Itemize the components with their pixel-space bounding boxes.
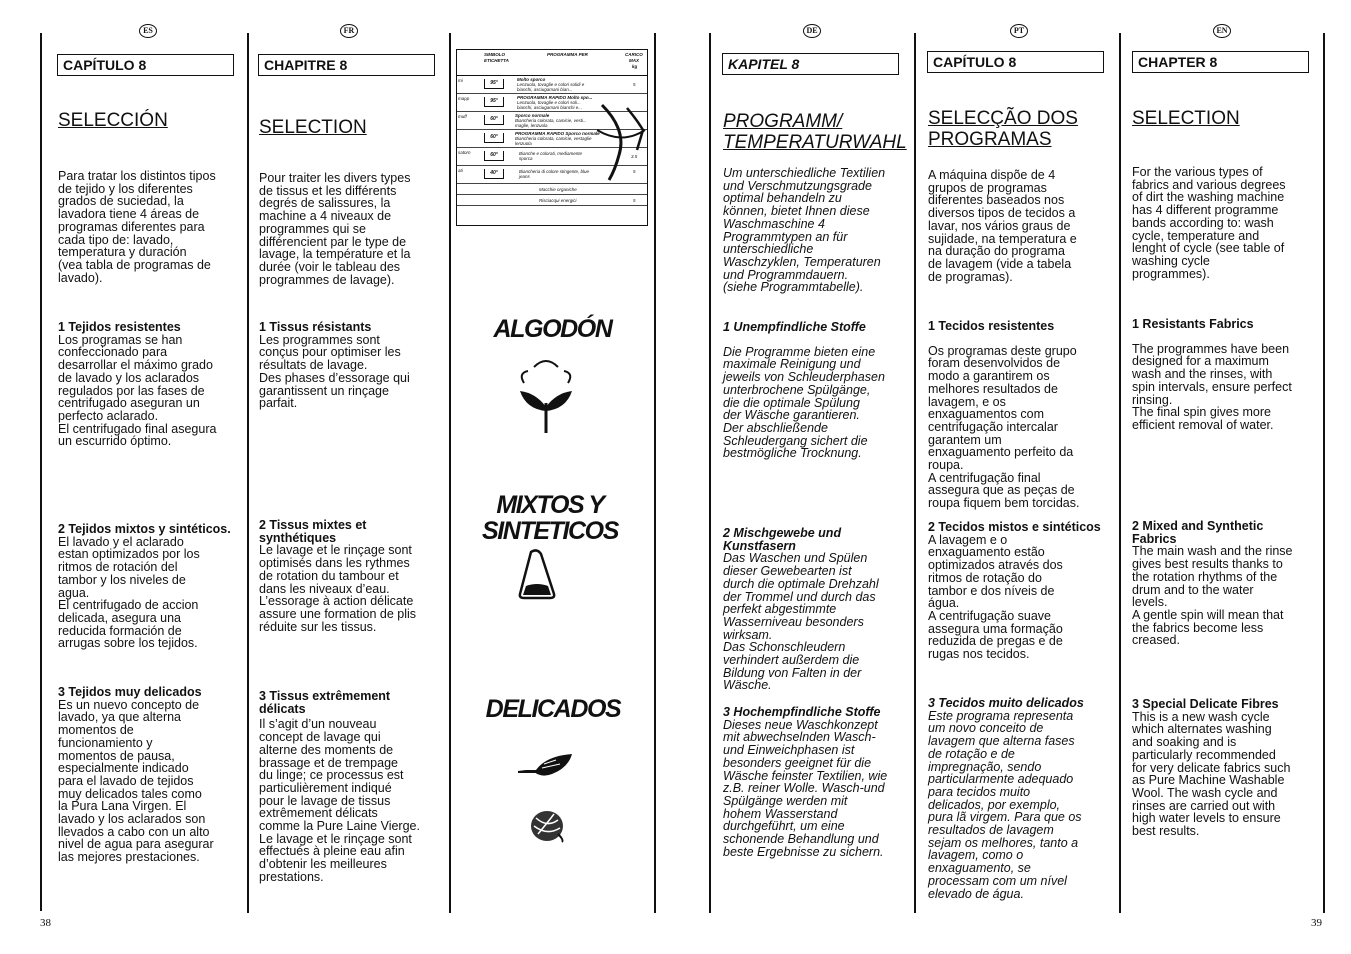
table-header-cell: SIMBOLO [484, 52, 505, 57]
column-rule [247, 33, 249, 913]
section-2-fr: 2 Tissus mixtes et synthétiques Le lavage et le rinçage sont optimisés dans les rythmes de rotation du tambour et dans les niveaux d’eau. L’essorage à action délicate assure une formation de plis réduite sur les tissus. [259, 518, 417, 634]
table-row [457, 76, 647, 94]
feather-icon [516, 752, 576, 782]
page-number-left: 38 [40, 917, 51, 929]
intro-pt: A máquina dispõe de 4 grupos de programas diferentes baseados nos diversos tipos de tecidos a lavar, nos vários graus de sujidade, na temperatura e na duração do programa de lavagem (vide a tabela de programas). [928, 168, 1077, 284]
table-header-cell: kg [632, 64, 638, 69]
section-2-pt: 2 Tecidos mistos e sintéticos A lavagem e o enxaguamento estão optimizados através dos ritmos de rotação do tambor e dos níveis de água. A centrifugação suave assegura uma formação reduzida de pregas e de rugas nos tecidos. [928, 520, 1101, 662]
chapter-box-fr: CHAPITRE 8 [258, 54, 435, 76]
section-3-fr: 3 Tissus extrêmement délicats Il s’agit d’un nouveau concept de lavage qui alterne des moments de brassage et de trempage du linge; ce processus est particulièrement indiqué pour le lavage de tissus extrêmement délicats comme la Pure Laine Vierge. Le lavage et le rinçage sont effectués à pleine eau afin d’obtenir les meilleures prestations. [259, 689, 420, 884]
triangle-marker-icon [597, 100, 648, 190]
section-title-de: PROGRAMM/ TEMPERATURWAHL [723, 111, 907, 153]
table-cell: mi [458, 78, 463, 83]
programme-table [456, 49, 648, 226]
table-cell: PROGRAMMA RAPIDO Molto spo... Lenzuola, tovaglie e colori soli... bianchi, asciugamani bianchi e... [517, 95, 593, 110]
table-cell: ati [458, 168, 463, 173]
section-1-de: 1 Unempfindliche Stoffe Die Programme bieten eine maximale Reinigung und jeweils von Schleuderphasen unterbrochene Spülgänge, die die optimale Spülung der Wäsche garantieren. Der abschließende Schleudergang sichert die bestmögliche Trocknung. [723, 320, 885, 461]
wool-ball-icon [528, 808, 566, 844]
table-cell: Biancheria di colore stingente, blue jeans [519, 169, 590, 179]
column-rule [654, 33, 656, 913]
table-cell: satorn [458, 150, 471, 155]
table-header-cell: ETICHETTA [484, 58, 509, 63]
intro-en: For the various types of fabrics and various degrees of dirt the washing machine has 4 different programme bands according to: wash cycle, temperature and lenght of cycle (see table of washing cycle programmes). [1132, 165, 1286, 281]
wash-temperature-icon: 40° [484, 169, 504, 179]
table-header-cell: CARICO [625, 52, 643, 57]
table-row [457, 195, 647, 206]
section-2-en: 2 Mixed and Synthetic Fabrics The main wash and the rinse gives best results thanks to the rotation rhythms of the drum and to the water levels. A gentle spin will mean that the fabrics become less creased. [1132, 519, 1293, 648]
column-rule [709, 33, 711, 913]
table-cell: 3.5 [631, 154, 638, 159]
wash-temperature-icon: 95° [484, 79, 504, 89]
language-badge-fr: FR [340, 24, 358, 38]
section-title-pt: SELECÇÃO DOS PROGRAMAS [928, 108, 1078, 150]
column-rule [1119, 33, 1121, 913]
cotton-flower-icon [512, 355, 580, 435]
chapter-box-en: CHAPTER 8 [1132, 51, 1309, 73]
column-rule [1323, 33, 1325, 913]
language-badge-en: EN [1213, 24, 1231, 38]
table-cell: Bianche e colorati, mediamente sporca [519, 151, 583, 161]
intro-de: Um unterschiedliche Textilien und Verschmutzungsgrade optimal behandeln zu können, bietet Ihnen diese Waschmaschine 4 Programmtypen an für unterschiedliche Waschzyklen, Temperaturen und Programmdauern. (siehe Programmtabelle). [723, 166, 886, 295]
wash-temperature-icon: 95° [484, 97, 504, 107]
section-title-es: SELECCIÓN [58, 110, 168, 131]
category-algodon: ALGODÓN [493, 315, 612, 343]
section-title-fr: SELECTION [259, 117, 367, 138]
chapter-box-es: CAPÍTULO 8 [57, 54, 234, 76]
wash-temperature-icon: 60° [484, 115, 504, 125]
category-delicados: DELICADOS [485, 695, 621, 723]
programme-table-header [457, 50, 647, 76]
table-header-cell: PROGRAMMA PER [547, 52, 588, 57]
chapter-box-de: KAPITEL 8 [722, 53, 899, 75]
table-cell: Sporco normale Biancheria colorata, camicie, vesti... maglie, lenzuola [515, 113, 587, 128]
table-cell: muff [458, 114, 467, 119]
column-rule [449, 33, 451, 913]
table-cell: Risciacqui energici [539, 198, 577, 203]
language-badge-de: DE [803, 24, 821, 38]
table-cell: PROGRAMMA RAPIDO Sporco normale Biancheria colorata, camicie, vestaglie lenzuola [515, 131, 600, 146]
section-2-es: 2 Tejidos mixtos y sintéticos. El lavado y el aclarado estan optimizados por los ritmos de rotación del tambor y los niveles de agua. El centrifugado de accion delicada, asegura una reducida formación de arrugas sobre los tejidos. [58, 522, 231, 651]
section-3-es: 3 Tejidos muy delicados Es un nuevo concepto de lavado, ya que alterna momentos de funcionamiento y momentos de pausa, especialmente indicado para el lavado de tejidos muy delicados tales como la Pura Lana Virgen. El lavado y los aclarados son llevados a cabo con un alto nivel de agua para asegurar las mejores prestaciones. [58, 685, 214, 865]
intro-es: Para tratar los distintos tipos de tejido y los diferentes grados de suciedad, la lavadora tiene 4 áreas de programas diferentes para cada tipo de: lavado, temperatura y duración (vea tabla de programas de lavado). [58, 169, 216, 285]
wash-temperature-icon: 60° [484, 133, 504, 143]
chapter-box-pt: CAPÍTULO 8 [927, 51, 1104, 73]
column-rule [40, 33, 42, 911]
table-cell: Molto sporco Lenzuola, tovaglie e colori solidi e bianchi, asciugamani bian... [517, 77, 585, 92]
table-cell: 5 [633, 198, 636, 203]
section-3-de: 3 Hochempfindliche Stoffe Dieses neue Waschkonzept mit abwechselnden Wasch- und Einweichphasen ist besonders geeignet für die Wäsche feinster Textilien, wie z.B. reiner Wolle. Wasch-und Spülgänge werden mit hohem Wasserstand durchgeführt, um eine schonende Behandlung und beste Ergebnisse zu sichern. [723, 705, 888, 859]
section-title-en: SELECTION [1132, 108, 1240, 129]
section-1-pt: 1 Tecidos resistentes Os programas deste grupo foram desenvolvidos de modo a garantirem os melhores resultados de lavagem, e os enxaguamentos com centrifugação intercalar garantem um enxaguamento perfeito da roupa. A centrifugação final assegura que as peças de roupa fiquem bem torcidas. [928, 319, 1080, 511]
column-rule [914, 33, 916, 913]
table-header-cell: MAX [629, 58, 639, 63]
section-2-de: 2 Mischgewebe und Kunstfasern Das Waschen und Spülen dieser Gewebearten ist durch die optimale Drehzahl der Trommel und durch das perfekt abgestimmte Wasserniveau besonders wirksam. Das Schonschleudern verhindert außerdem die Bildung von Falten in der Wäsche. [723, 526, 879, 693]
section-3-en: 3 Special Delicate Fibres This is a new wash cycle which alternates washing and soaking and is particularly recommended for very delicate fabrics such as Pure Machine Washable Wool. The wash cycle and rinses are carried out with high water levels to ensure best results. [1132, 697, 1291, 839]
table-cell: mapp [458, 96, 470, 101]
intro-fr: Pour traiter les divers types de tissus et les différents degrés de salissures, la machine a 4 niveaux de programmes qui se différencient par le type de lavage, la température et la durée (voir le tableau des programmes de lavage). [259, 171, 411, 287]
table-cell: Macchie organiche [539, 187, 577, 192]
section-1-fr: 1 Tissus résistants Les programmes sont conçus pour optimiser les résultats de lavage. Des phases d’essorage qui garantissent un rinçage parfait. [259, 320, 410, 411]
language-badge-pt: PT [1010, 24, 1028, 38]
section-1-en: 1 Resistants Fabrics The programmes have been designed for a maximum wash and the rinses, with spin intervals, ensure perfect rinsing. The final spin gives more efficient removal of water. [1132, 317, 1292, 432]
page-number-right: 39 [1311, 917, 1322, 929]
language-badge-es: ES [139, 24, 157, 38]
table-cell: 5 [633, 169, 636, 174]
section-1-es: 1 Tejidos resistentes Los programas se han confeccionado para desarrollar el máximo grado de lavado y los aclarados regulados por las fases de centrifugado aseguran un perfecto aclarado. El centrifugado final asegura un escurrido óptimo. [58, 320, 217, 449]
synthetic-triangle-icon [517, 548, 557, 600]
wash-temperature-icon: 60° [484, 151, 504, 161]
category-mixtos: MIXTOS Y SINTETICOS [481, 491, 618, 545]
table-cell: 5 [633, 82, 636, 87]
section-3-pt: 3 Tecidos muito delicados Este programa representa um novo conceito de lavagem que alterna fases de rotação e de impregnação, sendo particularmente adequado para tecidos muito delicados, por exemplo, pura lã virgem. Para que os resultados de lavagem sejam os melhores, tanto a lavagem, como o enxaguamento, se processam com um nível elevado de água. [928, 696, 1084, 901]
